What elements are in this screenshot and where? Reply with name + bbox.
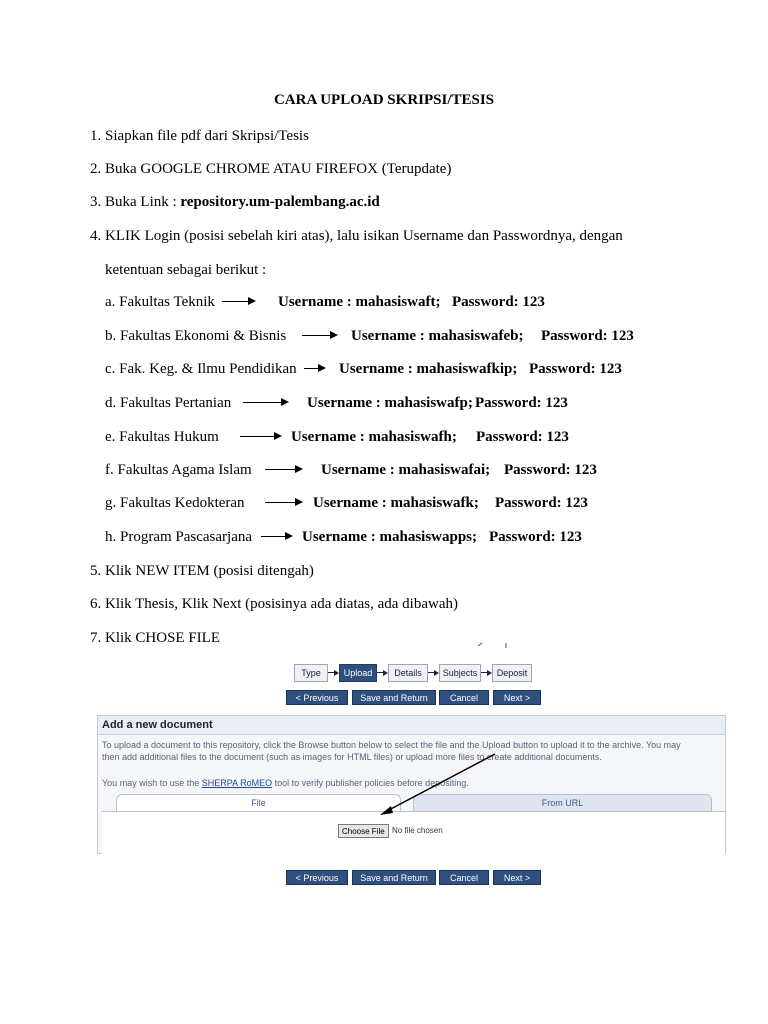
faculty-password: Password: 123 (541, 328, 634, 344)
sherpa-suffix: tool to verify publisher policies before depositing. (272, 778, 469, 788)
choose-file-button[interactable]: Choose File (338, 824, 389, 838)
faculty-label: g. Fakultas Kedokteran (105, 495, 245, 511)
faculty-username: Username : mahasiswafeb; (351, 328, 524, 344)
panel-intro-line-2: then add additional files to the document (such as images for HTML files) or upload more files to create additional documents. (102, 752, 602, 762)
faculty-username: Username : mahasiswafk; (313, 495, 479, 511)
faculty-username: Username : mahasiswapps; (302, 529, 478, 545)
page-title: CARA UPLOAD SKRIPSI/TESIS (273, 92, 495, 108)
step-number: 2. (90, 161, 102, 177)
faculty-password: Password: 123 (476, 429, 569, 445)
wizard-step-details[interactable]: Details (388, 664, 428, 682)
cancel-button[interactable]: Cancel (439, 690, 489, 705)
previous-button[interactable]: < Previous (286, 870, 348, 885)
step-text: Buka Link : (105, 194, 181, 210)
faculty-password: Password: 123 (504, 462, 597, 478)
sherpa-prefix: You may wish to use the (102, 778, 202, 788)
step-text: Klik NEW ITEM (posisi ditengah) (105, 563, 314, 579)
faculty-label: f. Fakultas Agama Islam (105, 462, 252, 478)
next-button[interactable]: Next > (493, 690, 541, 705)
faculty-username: Username : mahasiswafh; (291, 429, 457, 445)
tab-from-url[interactable]: From URL (413, 794, 712, 811)
cancel-button[interactable]: Cancel (439, 870, 489, 885)
panel-heading: Add a new document (98, 716, 725, 735)
faculty-label: h. Program Pascasarjana (105, 529, 253, 545)
no-file-chosen-label: No file chosen (392, 826, 443, 835)
faculty-label: d. Fakultas Pertanian (105, 395, 232, 411)
previous-button[interactable]: < Previous (286, 690, 348, 705)
wizard-step-upload[interactable]: Upload (339, 664, 377, 682)
faculty-username: Username : mahasiswafp; (307, 395, 473, 411)
step-number: 3. (90, 194, 102, 210)
step-text: Siapkan file pdf dari Skripsi/Tesis (105, 128, 309, 144)
step-number: 4. (90, 228, 102, 244)
step-text: KLIK Login (posisi sebelah kiri atas), lalu isikan Username dan Passwordnya, dengan (105, 228, 623, 244)
faculty-username: Username : mahasiswafkip; (339, 361, 518, 377)
faculty-password: Password: 123 (529, 361, 622, 377)
faculty-password: Password: 123 (495, 495, 588, 511)
save-and-return-button[interactable]: Save and Return (352, 690, 436, 705)
step-text: Klik Thesis, Klik Next (posisinya ada diatas, ada dibawah) (105, 596, 458, 612)
step-number: 5. (90, 563, 102, 579)
wizard-step-type[interactable]: Type (294, 664, 328, 682)
faculty-username: Username : mahasiswafai; (321, 462, 491, 478)
faculty-label: e. Fakultas Hukum (105, 429, 219, 445)
faculty-password: Password: 123 (489, 529, 582, 545)
step-number: 7. (90, 630, 102, 646)
step-4-continuation: ketentuan sebagai berikut : (105, 262, 267, 278)
step-text: Klik CHOSE FILE (105, 630, 221, 646)
faculty-label: a. Fakultas Teknik (105, 294, 215, 310)
tab-file[interactable]: File (116, 794, 401, 811)
faculty-label: b. Fakultas Ekonomi & Bisnis (105, 328, 287, 344)
save-and-return-button[interactable]: Save and Return (352, 870, 436, 885)
step-text: Buka GOOGLE CHROME ATAU FIREFOX (Terupdate) (105, 161, 452, 177)
faculty-username: Username : mahasiswaft; (278, 294, 441, 310)
faculty-password: Password: 123 (475, 395, 568, 411)
faculty-label: c. Fak. Keg. & Ilmu Pendidikan (105, 361, 297, 377)
next-button[interactable]: Next > (493, 870, 541, 885)
panel-intro-line-1: To upload a document to this repository, click the Browse button below to select the file and the Upload button to upload it to the archive. You may (102, 740, 681, 750)
step-number: 6. (90, 596, 102, 612)
wizard-step-deposit[interactable]: Deposit (492, 664, 532, 682)
sherpa-romeo-link[interactable]: SHERPA RoMEO (201, 778, 273, 788)
wizard-step-subjects[interactable]: Subjects (439, 664, 481, 682)
repository-link: repository.um-palembang.ac.id (180, 194, 380, 210)
faculty-password: Password: 123 (452, 294, 545, 310)
step-number: 1. (90, 128, 102, 144)
